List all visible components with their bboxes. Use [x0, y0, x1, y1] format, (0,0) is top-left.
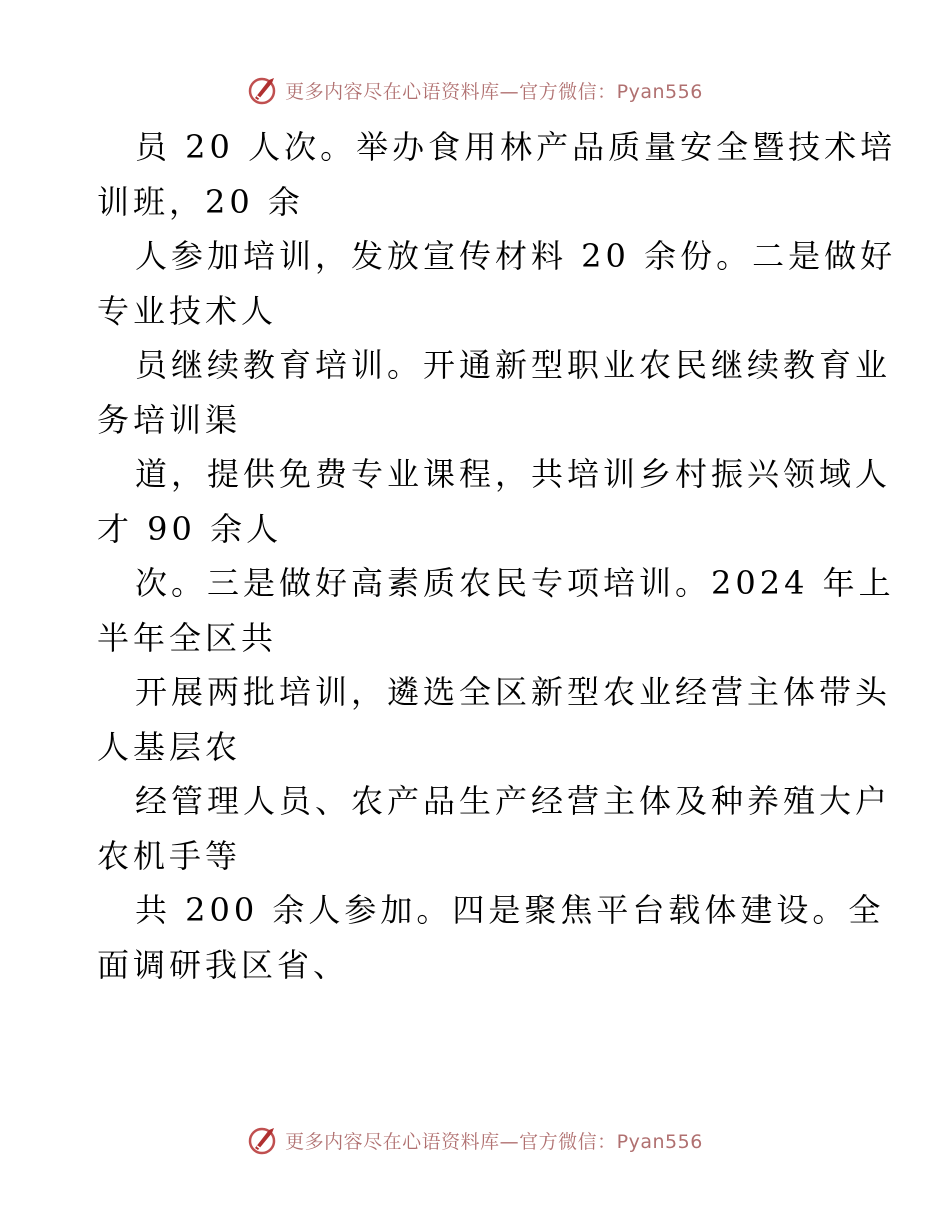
text-line: 共 200 余人参加。四是聚焦平台载体建设。全 — [135, 891, 885, 929]
text-line: 面调研我区省、 — [97, 945, 350, 984]
text-line: 专业技术人 — [97, 291, 278, 330]
watermark-header — [0, 70, 950, 110]
text-line: 训班，20 余 — [97, 182, 304, 221]
watermark-footer — [0, 1120, 950, 1160]
text-line: 员 20 人次。举办食用林产品质量安全暨技术培 — [135, 128, 897, 166]
text-line: 次。三是做好高素质农民专项培训。2024 年上 — [135, 564, 895, 602]
text-line: 才 90 余人 — [97, 509, 283, 548]
text-line: 开展两批培训，遴选全区新型农业经营主体带头 — [135, 673, 892, 711]
text-line: 务培训渠 — [97, 400, 242, 439]
text-line: 员继续教育培训。开通新型职业农民继续教育业 — [135, 346, 892, 384]
text-line: 道，提供免费专业课程，共培训乡村振兴领域人 — [135, 455, 892, 493]
text-line: 人基层农 — [97, 727, 242, 766]
quill-logo-icon — [247, 74, 279, 106]
quill-logo-icon — [247, 1124, 279, 1156]
text-line: 农机手等 — [97, 836, 242, 875]
document-body — [97, 120, 897, 992]
watermark-text: 更多内容尽在心语资料库—官方微信：Pyan556 — [285, 1130, 703, 1153]
text-line: 人参加培训，发放宣传材料 20 余份。二是做好 — [135, 237, 897, 275]
watermark-text: 更多内容尽在心语资料库—官方微信：Pyan556 — [285, 80, 703, 103]
text-line: 经管理人员、农产品生产经营主体及种养殖大户 — [135, 782, 892, 820]
text-line: 半年全区共 — [97, 618, 278, 657]
